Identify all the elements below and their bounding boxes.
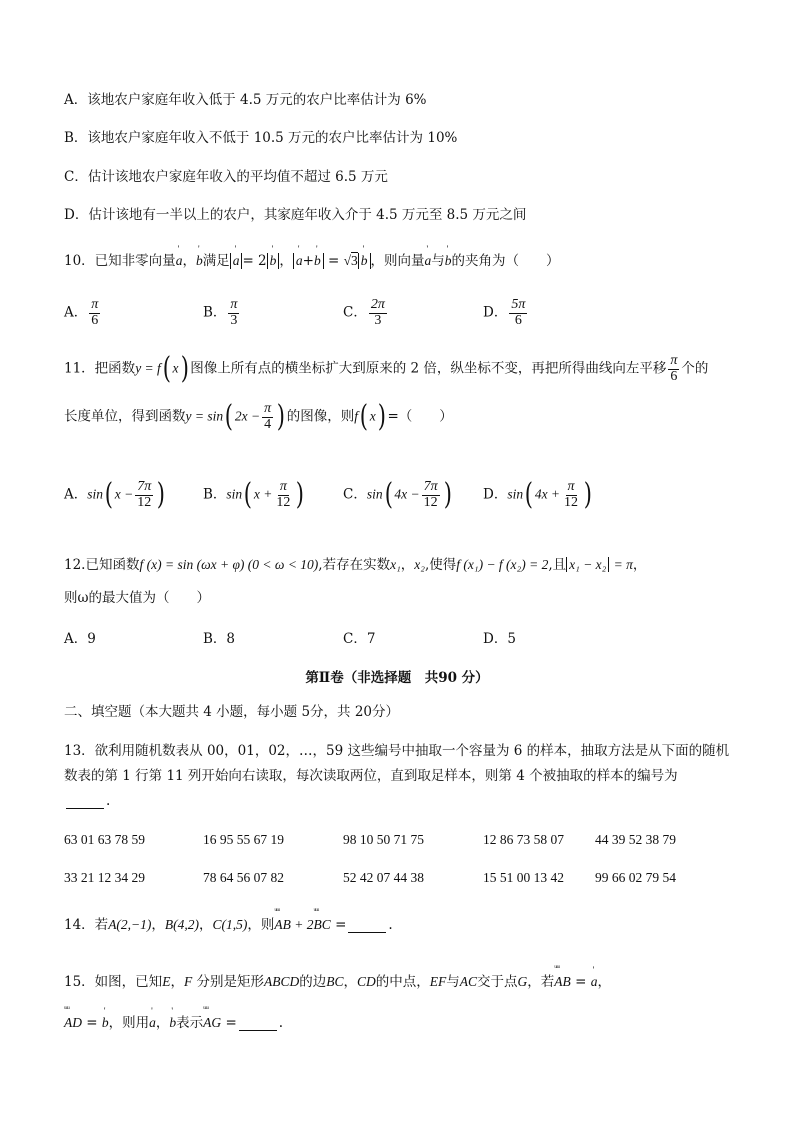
- q10-with: 与: [431, 253, 445, 269]
- rand-table-r2c4: 15 51 00 13 42: [483, 870, 564, 885]
- q15-answer-blank: [239, 1018, 277, 1031]
- q15-line1: 15．如图，已知E，F 分别是矩形ABCD的边BC，CD的中点，EF与AC交于点G，若ᵘᵘᵘ AB = ' a，: [64, 974, 611, 990]
- q10-eq-two: = 2: [242, 253, 267, 269]
- q15-line2: ᵘᵘᵘ AD = ' b，则用' a，' b表示ᵘᵘᵘ AG = .: [64, 1015, 283, 1031]
- q12-option-d: D．5: [483, 631, 516, 647]
- q12-option-a: A．9: [64, 631, 96, 647]
- q14-answer-blank: [348, 920, 386, 933]
- rand-table-r2c1: 33 21 12 34 29: [64, 870, 145, 885]
- q9-option-a: A．该地农户家庭年收入低于 4.5 万元的农户比率估计为 6%: [64, 92, 427, 108]
- rand-table-r1c2: 16 95 55 67 19: [203, 832, 284, 847]
- q10-tail-a: ' a: [425, 253, 432, 269]
- q11-option-d: D．sin( 4x + $\frac{\pi}{12}$ ): [483, 477, 593, 513]
- q10-angle: 的夹角为（ ）: [451, 253, 560, 269]
- section-title: 第Ⅱ卷（非选择题 共90 分）: [305, 670, 489, 686]
- rand-table-r2c2: 78 64 56 07 82: [203, 870, 284, 885]
- q10-option-b: B． $\frac{\pi}{3}$: [203, 297, 238, 328]
- q10-abs-a: ' a: [233, 253, 240, 269]
- q10-option-d: D． $\frac{5\pi}{6}$: [483, 297, 526, 328]
- q14-stem: 14．若A(2,−1)，B(4,2)，C(1,5)，则ᵘᵘᵘ AB + 2ᵘᵘᵘ BC = .: [64, 917, 393, 933]
- q13-line2: 数表的第 1 行第 11 列开始向右读取，每次读取两位，直到取足样本，则第 4 个被抽取的样本的编号为: [64, 768, 678, 784]
- rand-table-r1c5: 44 39 52 38 79: [595, 832, 676, 847]
- q9-option-d: D．估计该地有一半以上的农户，其家庭年收入介于 4.5 万元至 8.5 万元之间: [64, 207, 527, 223]
- q9-option-c: C．估计该地农户家庭年收入的平均值不超过 6.5 万元: [64, 169, 388, 185]
- q13-answer-blank: [66, 796, 104, 809]
- q11-option-c: C．sin( 4x − $\frac{7\pi}{12}$ ): [343, 477, 452, 513]
- q10-sum-b: ' b: [314, 253, 321, 269]
- rand-table-r1c1: 63 01 63 78 59: [64, 832, 145, 847]
- q12-line2: 则ω的最大值为（ ）: [64, 590, 211, 606]
- q10-cond: 满足: [202, 253, 230, 269]
- q12-func: f (x) = sin (ωx + φ) (0 < ω < 10): [139, 557, 319, 572]
- q10-tail-b: ' b: [445, 253, 452, 269]
- q9-option-b: B．该地农户家庭年收入不低于 10.5 万元的农户比率估计为 10%: [64, 130, 458, 146]
- q11-option-b: B．sin( x + $\frac{\pi}{12}$ ): [203, 477, 305, 513]
- q10-sep: ，: [182, 253, 196, 269]
- q10-plus: +: [302, 253, 314, 269]
- q10-option-a: A． $\frac{\pi}{6}$: [64, 297, 99, 328]
- q13-line1: 13．欲利用随机数表从 00，01，02，…，59 这些编号中抽取一个容量为 6 的样本，抽取方法是从下面的随机: [64, 743, 730, 759]
- q10-stem: 10．已知非零向量' a，' b满足' a = 2' b ，' a+' b = √3' b ，则向量' a与' b的夹角为（ ）: [64, 253, 560, 269]
- rand-table-r1c3: 98 10 50 71 75: [343, 832, 424, 847]
- q10-abs-b: ' b: [270, 253, 277, 269]
- q11-line1: 11．把函数y = f( x) 图像上所有点的横坐标扩大到原来的 2 倍，纵坐标不变，再把所得曲线向左平移 $\frac{\pi}{6}$ 个的: [64, 351, 709, 387]
- q12-option-c: C．7: [343, 631, 376, 647]
- q10-option-c: C． $\frac{2\pi}{3}$: [343, 297, 385, 328]
- q12-option-b: B．8: [203, 631, 236, 647]
- q13-line3: .: [64, 793, 110, 809]
- rand-table-r2c3: 52 42 07 44 38: [343, 870, 424, 885]
- q10-sqrt3: 3: [351, 253, 358, 268]
- q12-stem: 12.已知函数f (x) = sin (ωx + φ) (0 < ω < 10),若存在实数x₁，x₂,使得f (x₁) − f (x₂) = 2,且 x₁ − x₂ = π，: [64, 557, 647, 573]
- rand-table-r2c5: 99 66 02 79 54: [595, 870, 676, 885]
- q10-rhs-b: ' b: [361, 253, 368, 269]
- fill-section-header: 二、填空题（本大题共 4 小题，每小题 5分，共 20分）: [64, 704, 400, 720]
- q11-line2: 长度单位，得到函数y = sin( 2x − $\frac{\pi}{4}$ ) 的图像，则f( x) =（ ）: [64, 399, 453, 435]
- q10-tail: ，则向量: [370, 253, 425, 269]
- q10-eq-sqrt: =: [328, 253, 340, 269]
- q11-fx: y = f: [135, 360, 161, 376]
- q10-vec-b: ' b: [196, 253, 203, 269]
- q10-vec-a: ' a: [176, 253, 183, 269]
- q10-sum-a: ' a: [296, 253, 303, 269]
- rand-table-r1c4: 12 86 73 58 07: [483, 832, 564, 847]
- q10-comma: ，: [279, 253, 293, 269]
- q10-prefix: 10．已知非零向量: [64, 253, 176, 269]
- q11-option-a: A．sin( x − $\frac{7\pi}{12}$ ): [64, 477, 166, 513]
